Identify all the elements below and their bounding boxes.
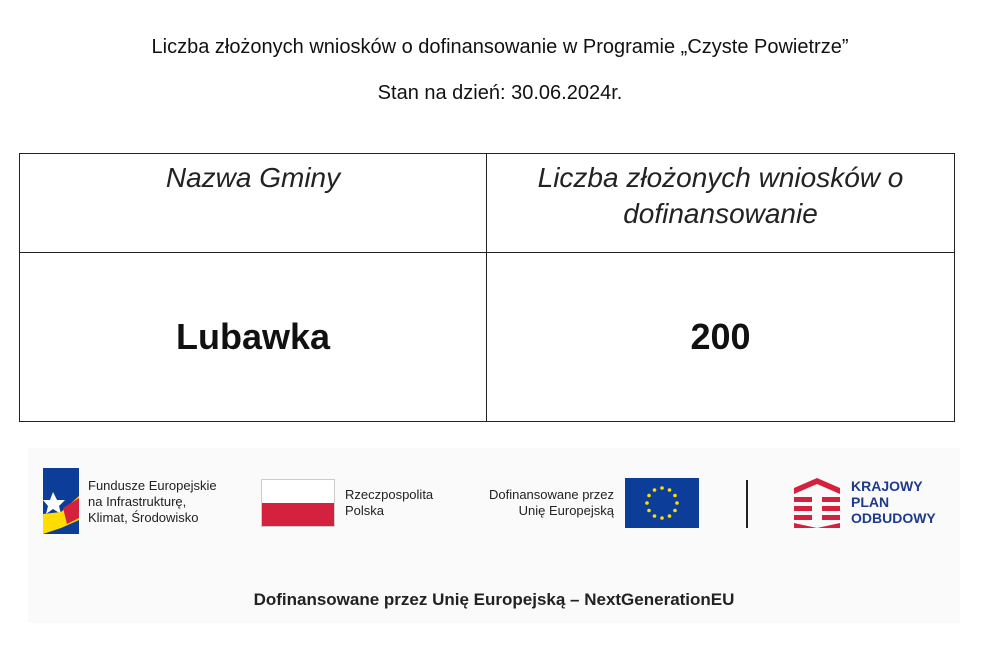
kpo-logo-line: KRAJOWY [851,478,923,494]
eu-star-icon [647,509,651,513]
funding-footer-text: Dofinansowane przez Unię Europejską – NextGenerationEU [253,590,735,609]
eu-star-icon [653,488,657,492]
poland-flag-icon [261,479,335,527]
eu-flag-icon [625,478,699,528]
pl-logo-line: Polska [345,503,385,518]
eu-star-icon [660,486,664,490]
column-header-gmina: Nazwa Gminy [20,154,487,253]
table-header-row [20,154,955,253]
fe-logo-text [88,478,217,526]
column-header-count: Liczba złożonych wniosków o dofinansowanie [487,154,955,253]
poland-logo-text [345,487,433,519]
pl-logo-line: Rzeczpospolita [345,487,434,502]
eu-star-icon [653,514,657,518]
gmina-cell: Lubawka [20,253,487,422]
eu-logo-text [468,487,614,519]
kpo-logo-icon [794,478,840,528]
eu-star-icon [675,501,679,505]
table-row [20,253,955,422]
fe-logo-line: na Infrastrukturę, [88,494,187,509]
applications-table [19,153,955,422]
funding-logos-bar [28,448,960,623]
eu-star-icon [673,509,677,513]
eu-star-icon [668,488,672,492]
logo-divider [746,480,748,528]
eu-logo-line: Dofinansowane przez [488,487,614,502]
eu-star-icon [660,516,664,520]
eu-logo-line: Unię Europejską [518,503,614,518]
eu-star-icon [645,501,649,505]
kpo-logo-line: PLAN [851,494,890,510]
eu-star-icon [673,494,677,498]
kpo-logo-text [851,478,936,526]
count-cell: 200 [487,253,955,422]
fundusze-europejskie-logo-icon [43,468,79,534]
document-title: Liczba złożonych wniosków o dofinansowanie w Programie „Czyste Powietrze” [151,36,849,58]
eu-star-icon [668,514,672,518]
date-line: Stan na dzień: 30.06.2024r. [377,82,623,104]
fe-logo-line: Fundusze Europejskie [88,478,217,493]
kpo-logo-line: ODBUDOWY [851,510,936,526]
fe-logo-line: Klimat, Środowisko [88,510,199,525]
eu-star-icon [647,494,651,498]
